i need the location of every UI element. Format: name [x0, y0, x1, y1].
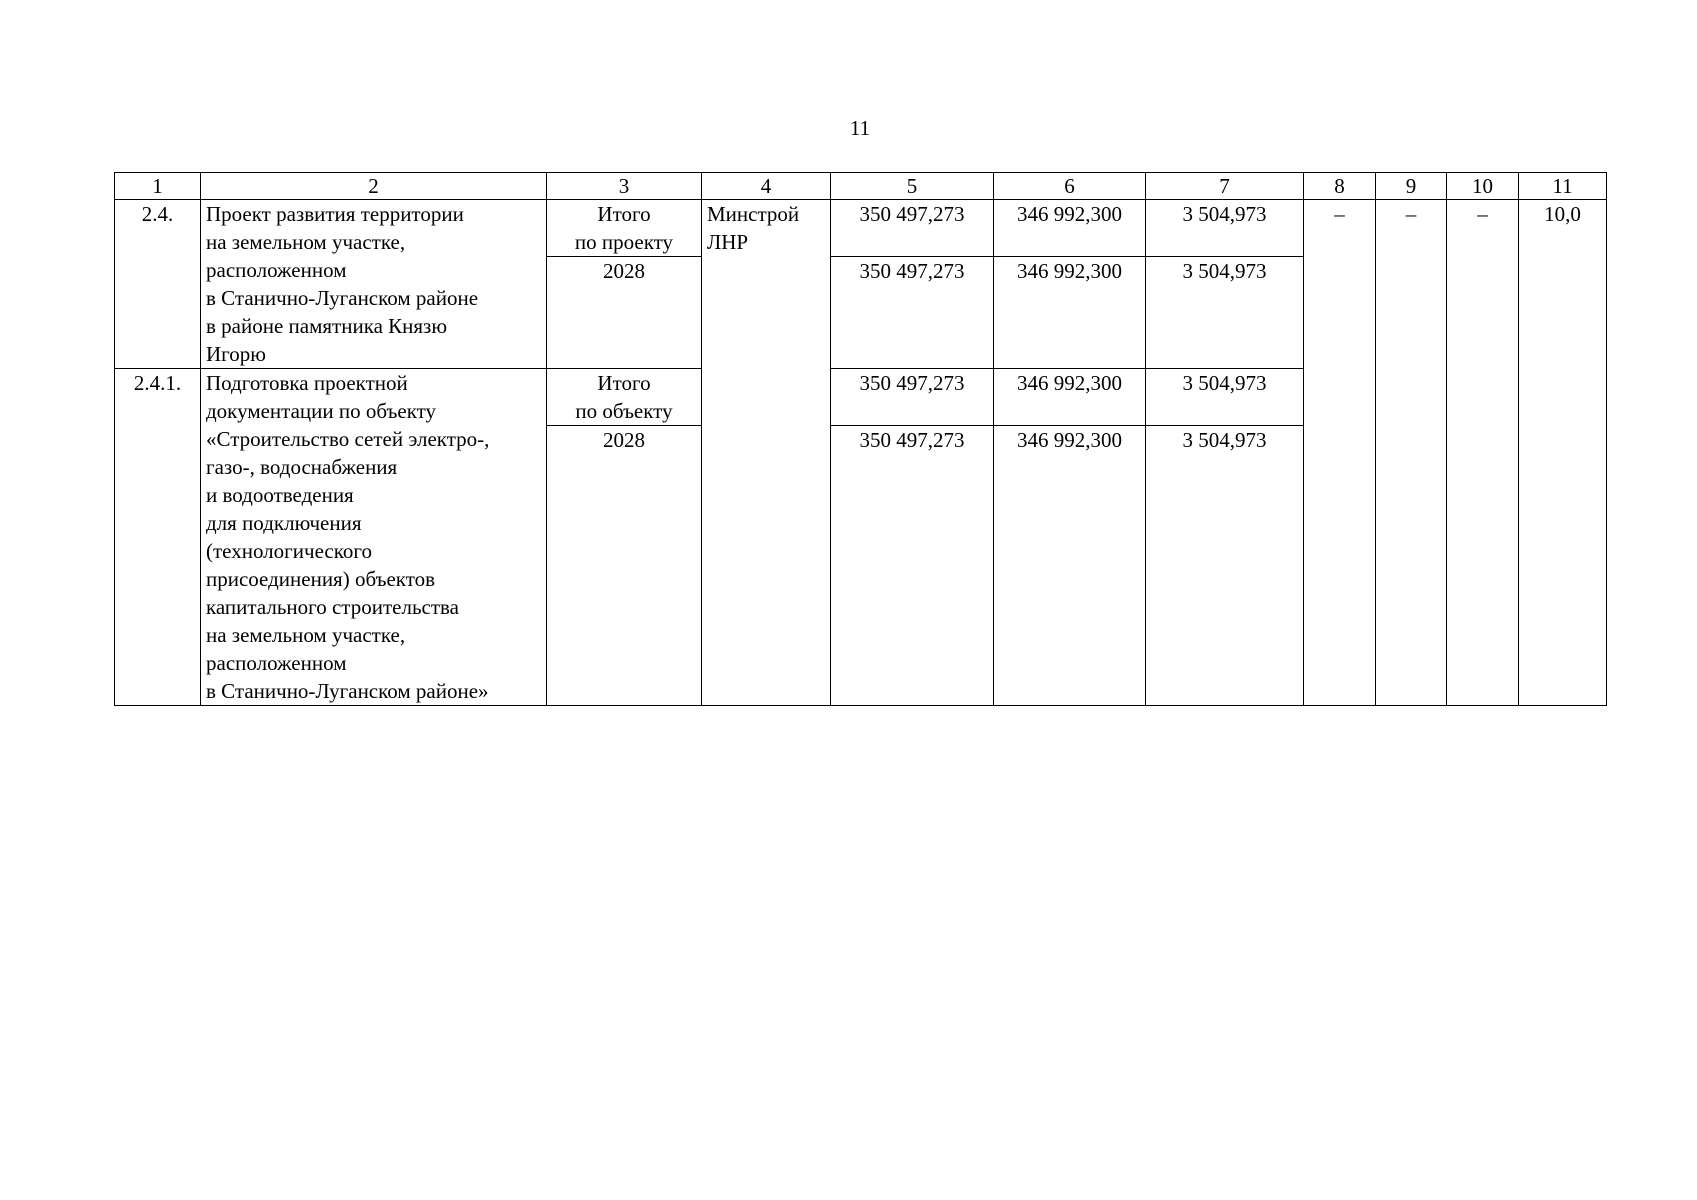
header-cell: 4 — [702, 173, 831, 200]
header-cell: 11 — [1519, 173, 1607, 200]
year-label: 2028 — [547, 426, 702, 706]
total-col5: 350 497,273 — [831, 200, 994, 257]
header-row — [115, 173, 1607, 200]
table-row — [115, 200, 1607, 257]
page-number: 11 — [849, 116, 871, 140]
year-col7: 3 504,973 — [1146, 426, 1304, 706]
header-cell: 1 — [115, 173, 201, 200]
year-col5: 350 497,273 — [831, 426, 994, 706]
header-cell: 3 — [547, 173, 702, 200]
total-col5: 350 497,273 — [831, 369, 994, 426]
total-col6: 346 992,300 — [994, 200, 1146, 257]
item-title: Подготовка проектной документации по объекту «Строительство сетей электро-, газо-, водоснабжения и водоотведения для подключения (технологического присоединения) объектов капитального строительства на земельном участке, расположенном в Станично-Луганском районе» — [201, 369, 547, 706]
total-col7: 3 504,973 — [1146, 369, 1304, 426]
header-cell: 6 — [994, 173, 1146, 200]
year-label: 2028 — [547, 257, 702, 369]
item-number: 2.4. — [115, 200, 201, 369]
col8-value: – — [1304, 200, 1376, 706]
header-cell: 10 — [1447, 173, 1519, 200]
total-col7: 3 504,973 — [1146, 200, 1304, 257]
header-cell: 9 — [1376, 173, 1447, 200]
year-col7: 3 504,973 — [1146, 257, 1304, 369]
col10-value: – — [1447, 200, 1519, 706]
total-label: Итого по проекту — [547, 200, 702, 257]
program-table — [114, 172, 1607, 706]
executor: Минстрой ЛНР — [702, 200, 831, 706]
header-cell: 5 — [831, 173, 994, 200]
header-cell: 2 — [201, 173, 547, 200]
year-col6: 346 992,300 — [994, 257, 1146, 369]
year-col6: 346 992,300 — [994, 426, 1146, 706]
header-cell: 7 — [1146, 173, 1304, 200]
total-col6: 346 992,300 — [994, 369, 1146, 426]
col11-value: 10,0 — [1519, 200, 1607, 706]
year-col5: 350 497,273 — [831, 257, 994, 369]
item-number: 2.4.1. — [115, 369, 201, 706]
header-cell: 8 — [1304, 173, 1376, 200]
total-label: Итого по объекту — [547, 369, 702, 426]
col9-value: – — [1376, 200, 1447, 706]
item-title: Проект развития территории на земельном участке, расположенном в Станично-Луганском районе в районе памятника Князю Игорю — [201, 200, 547, 369]
